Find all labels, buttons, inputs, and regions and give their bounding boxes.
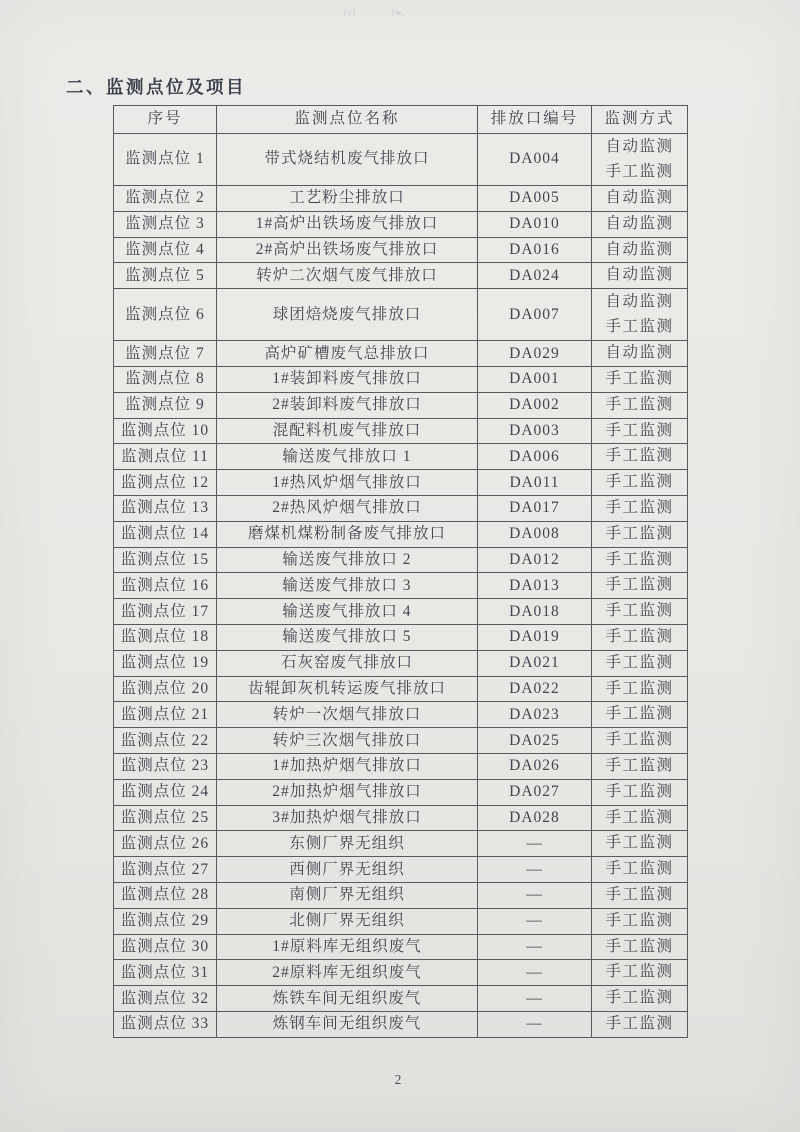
cell-outlet: —: [478, 934, 592, 960]
table-row: [114, 831, 688, 857]
table-row: [114, 676, 688, 702]
table-body: [114, 134, 688, 1038]
cell-outlet: DA022: [478, 676, 592, 702]
table-row: [114, 986, 688, 1012]
method-line: 自动监测: [605, 214, 674, 232]
cell-outlet: DA017: [478, 495, 592, 521]
cell-seq: 监测点位 24: [114, 779, 217, 805]
cell-outlet: DA001: [478, 366, 592, 392]
method-line: 自动监测: [605, 344, 674, 362]
cell-outlet: DA012: [478, 547, 592, 573]
method-line: 手工监测: [605, 498, 674, 516]
cell-name: 混配料机废气排放口: [217, 418, 478, 444]
cell-outlet: —: [478, 857, 592, 883]
table-row: [114, 908, 688, 934]
method-line: 手工监测: [605, 447, 674, 465]
cell-name: 1#加热炉烟气排放口: [217, 753, 478, 779]
method-line: 手工监测: [605, 369, 674, 387]
cell-outlet: —: [478, 986, 592, 1012]
table-row: [114, 366, 688, 392]
cell-method: [592, 263, 688, 289]
cell-outlet: —: [478, 960, 592, 986]
cell-seq: 监测点位 19: [114, 650, 217, 676]
cell-name: 转炉三次烟气排放口: [217, 728, 478, 754]
method-line: 手工监测: [605, 911, 674, 929]
cell-name: 南侧厂界无组织: [217, 882, 478, 908]
cell-outlet: —: [478, 882, 592, 908]
cell-outlet: DA024: [478, 263, 592, 289]
cell-method: [592, 676, 688, 702]
method-line: 手工监测: [605, 705, 674, 723]
table-row: [114, 728, 688, 754]
cell-outlet: DA025: [478, 728, 592, 754]
cell-seq: 监测点位 28: [114, 882, 217, 908]
method-line: 手工监测: [605, 1014, 674, 1032]
cell-method: [592, 908, 688, 934]
table-row: [114, 444, 688, 470]
method-line: 手工监测: [605, 885, 674, 903]
method-line: 手工监测: [605, 653, 674, 671]
cell-outlet: DA008: [478, 521, 592, 547]
cell-method: [592, 444, 688, 470]
cell-seq: 监测点位 2: [114, 186, 217, 212]
cell-seq: 监测点位 1: [114, 134, 217, 186]
cell-name: 炼铁车间无组织废气: [217, 986, 478, 1012]
cell-method: [592, 805, 688, 831]
cell-name: 2#高炉出铁场废气排放口: [217, 237, 478, 263]
table-row: [114, 211, 688, 237]
method-line: 手工监测: [605, 860, 674, 878]
table-row: [114, 237, 688, 263]
cell-method: [592, 341, 688, 367]
cell-name: 高炉矿槽废气总排放口: [217, 341, 478, 367]
table-header: [114, 106, 688, 134]
cell-name: 2#装卸料废气排放口: [217, 392, 478, 418]
cell-seq: 监测点位 5: [114, 263, 217, 289]
cell-outlet: DA029: [478, 341, 592, 367]
method-line: 手工监测: [605, 782, 674, 800]
cell-method: [592, 521, 688, 547]
cell-method: [592, 392, 688, 418]
cell-name: 东侧厂界无组织: [217, 831, 478, 857]
cell-outlet: DA004: [478, 134, 592, 186]
cell-method: [592, 573, 688, 599]
cell-outlet: DA002: [478, 392, 592, 418]
cell-seq: 监测点位 13: [114, 495, 217, 521]
cell-seq: 监测点位 3: [114, 211, 217, 237]
method-line: 手工监测: [605, 421, 674, 439]
cell-name: 输送废气排放口 5: [217, 624, 478, 650]
monitoring-points-table: [113, 105, 688, 1038]
cell-name: 带式烧结机废气排放口: [217, 134, 478, 186]
cell-outlet: DA016: [478, 237, 592, 263]
cell-name: 1#热风炉烟气排放口: [217, 470, 478, 496]
cell-method: [592, 418, 688, 444]
cell-method: [592, 728, 688, 754]
cell-outlet: —: [478, 831, 592, 857]
method-line: 手工监测: [605, 731, 674, 749]
cell-name: 北侧厂界无组织: [217, 908, 478, 934]
method-line: 手工监测: [605, 473, 674, 491]
cell-seq: 监测点位 17: [114, 599, 217, 625]
cell-seq: 监测点位 4: [114, 237, 217, 263]
cell-seq: 监测点位 12: [114, 470, 217, 496]
scan-smudge: (w,: [392, 8, 405, 17]
cell-seq: 监测点位 16: [114, 573, 217, 599]
cell-seq: 监测点位 26: [114, 831, 217, 857]
cell-seq: 监测点位 11: [114, 444, 217, 470]
method-line: 手工监测: [605, 989, 674, 1007]
cell-outlet: DA027: [478, 779, 592, 805]
cell-name: 炼钢车间无组织废气: [217, 1011, 478, 1037]
table-row: [114, 753, 688, 779]
method-line: 手工监测: [605, 808, 674, 826]
cell-seq: 监测点位 10: [114, 418, 217, 444]
cell-name: 3#加热炉烟气排放口: [217, 805, 478, 831]
table-row: [114, 547, 688, 573]
table-row: [114, 495, 688, 521]
table-row: [114, 186, 688, 212]
cell-outlet: DA023: [478, 702, 592, 728]
method-line: 自动监测: [605, 292, 674, 310]
scan-smudge: (v): [344, 8, 357, 17]
cell-seq: 监测点位 21: [114, 702, 217, 728]
cell-method: [592, 650, 688, 676]
cell-method: [592, 186, 688, 212]
cell-seq: 监测点位 22: [114, 728, 217, 754]
cell-outlet: DA003: [478, 418, 592, 444]
cell-outlet: DA013: [478, 573, 592, 599]
cell-name: 输送废气排放口 4: [217, 599, 478, 625]
cell-outlet: —: [478, 908, 592, 934]
cell-method: [592, 134, 688, 186]
cell-outlet: DA010: [478, 211, 592, 237]
method-line: 自动监测: [605, 266, 674, 284]
method-line: 手工监测: [605, 602, 674, 620]
method-line: 手工监测: [605, 395, 674, 413]
table-row: [114, 1011, 688, 1037]
cell-method: [592, 289, 688, 341]
cell-outlet: DA011: [478, 470, 592, 496]
cell-method: [592, 702, 688, 728]
method-line: 手工监测: [605, 937, 674, 955]
cell-name: 2#加热炉烟气排放口: [217, 779, 478, 805]
cell-seq: 监测点位 20: [114, 676, 217, 702]
table-row: [114, 521, 688, 547]
cell-seq: 监测点位 7: [114, 341, 217, 367]
cell-seq: 监测点位 27: [114, 857, 217, 883]
method-line: 手工监测: [605, 550, 674, 568]
cell-name: 输送废气排放口 3: [217, 573, 478, 599]
cell-method: [592, 624, 688, 650]
cell-name: 输送废气排放口 1: [217, 444, 478, 470]
cell-seq: 监测点位 23: [114, 753, 217, 779]
cell-seq: 监测点位 30: [114, 934, 217, 960]
cell-method: [592, 882, 688, 908]
cell-method: [592, 960, 688, 986]
cell-method: [592, 211, 688, 237]
cell-seq: 监测点位 9: [114, 392, 217, 418]
cell-outlet: DA028: [478, 805, 592, 831]
method-line: 手工监测: [605, 834, 674, 852]
table-row: [114, 134, 688, 186]
method-line: 手工监测: [605, 756, 674, 774]
cell-seq: 监测点位 18: [114, 624, 217, 650]
table-row: [114, 573, 688, 599]
cell-method: [592, 779, 688, 805]
cell-name: 工艺粉尘排放口: [217, 186, 478, 212]
cell-seq: 监测点位 15: [114, 547, 217, 573]
cell-seq: 监测点位 33: [114, 1011, 217, 1037]
table-row: [114, 599, 688, 625]
cell-outlet: DA026: [478, 753, 592, 779]
column-header-0: 序号: [114, 106, 217, 134]
column-header-2: 排放口编号: [478, 106, 592, 134]
table-row: [114, 650, 688, 676]
method-line: 手工监测: [605, 317, 674, 335]
cell-name: 1#原料库无组织废气: [217, 934, 478, 960]
cell-method: [592, 366, 688, 392]
cell-method: [592, 599, 688, 625]
cell-method: [592, 547, 688, 573]
column-header-3: 监测方式: [592, 106, 688, 134]
cell-seq: 监测点位 29: [114, 908, 217, 934]
column-header-1: 监测点位名称: [217, 106, 478, 134]
cell-seq: 监测点位 31: [114, 960, 217, 986]
cell-method: [592, 753, 688, 779]
cell-method: [592, 986, 688, 1012]
cell-name: 西侧厂界无组织: [217, 857, 478, 883]
cell-outlet: DA021: [478, 650, 592, 676]
cell-name: 球团焙烧废气排放口: [217, 289, 478, 341]
cell-seq: 监测点位 8: [114, 366, 217, 392]
cell-seq: 监测点位 14: [114, 521, 217, 547]
section-title: 二、监测点位及项目: [66, 77, 246, 97]
table-row: [114, 857, 688, 883]
cell-name: 1#装卸料废气排放口: [217, 366, 478, 392]
cell-name: 输送废气排放口 2: [217, 547, 478, 573]
cell-outlet: DA007: [478, 289, 592, 341]
cell-name: 2#热风炉烟气排放口: [217, 495, 478, 521]
cell-method: [592, 857, 688, 883]
table-row: [114, 341, 688, 367]
cell-method: [592, 495, 688, 521]
table-row: [114, 779, 688, 805]
page-number: 2: [394, 1072, 402, 1087]
cell-name: 石灰窑废气排放口: [217, 650, 478, 676]
method-line: 自动监测: [605, 189, 674, 206]
table-row: [114, 702, 688, 728]
cell-name: 2#原料库无组织废气: [217, 960, 478, 986]
table-row: [114, 263, 688, 289]
method-line: 手工监测: [605, 627, 674, 645]
cell-name: 1#高炉出铁场废气排放口: [217, 211, 478, 237]
header-row: [114, 106, 688, 134]
cell-name: 磨煤机煤粉制备废气排放口: [217, 521, 478, 547]
method-line: 自动监测: [605, 240, 674, 258]
cell-method: [592, 934, 688, 960]
table-row: [114, 289, 688, 341]
cell-seq: 监测点位 32: [114, 986, 217, 1012]
method-line: 手工监测: [605, 963, 674, 981]
table-row: [114, 470, 688, 496]
method-line: 手工监测: [605, 576, 674, 594]
method-line: 手工监测: [605, 524, 674, 542]
table-row: [114, 418, 688, 444]
table-row: [114, 805, 688, 831]
table-row: [114, 882, 688, 908]
cell-seq: 监测点位 6: [114, 289, 217, 341]
cell-name: 转炉二次烟气废气排放口: [217, 263, 478, 289]
method-line: 手工监测: [605, 162, 674, 180]
method-line: 手工监测: [605, 679, 674, 697]
cell-outlet: DA018: [478, 599, 592, 625]
cell-name: 转炉一次烟气排放口: [217, 702, 478, 728]
cell-name: 齿辊卸灰机转运废气排放口: [217, 676, 478, 702]
cell-seq: 监测点位 25: [114, 805, 217, 831]
cell-outlet: DA005: [478, 186, 592, 212]
cell-outlet: DA006: [478, 444, 592, 470]
cell-outlet: —: [478, 1011, 592, 1037]
table-row: [114, 960, 688, 986]
cell-method: [592, 470, 688, 496]
cell-method: [592, 831, 688, 857]
cell-method: [592, 237, 688, 263]
table-row: [114, 392, 688, 418]
method-line: 自动监测: [605, 137, 674, 155]
cell-outlet: DA019: [478, 624, 592, 650]
table-row: [114, 934, 688, 960]
cell-method: [592, 1011, 688, 1037]
table-row: [114, 624, 688, 650]
